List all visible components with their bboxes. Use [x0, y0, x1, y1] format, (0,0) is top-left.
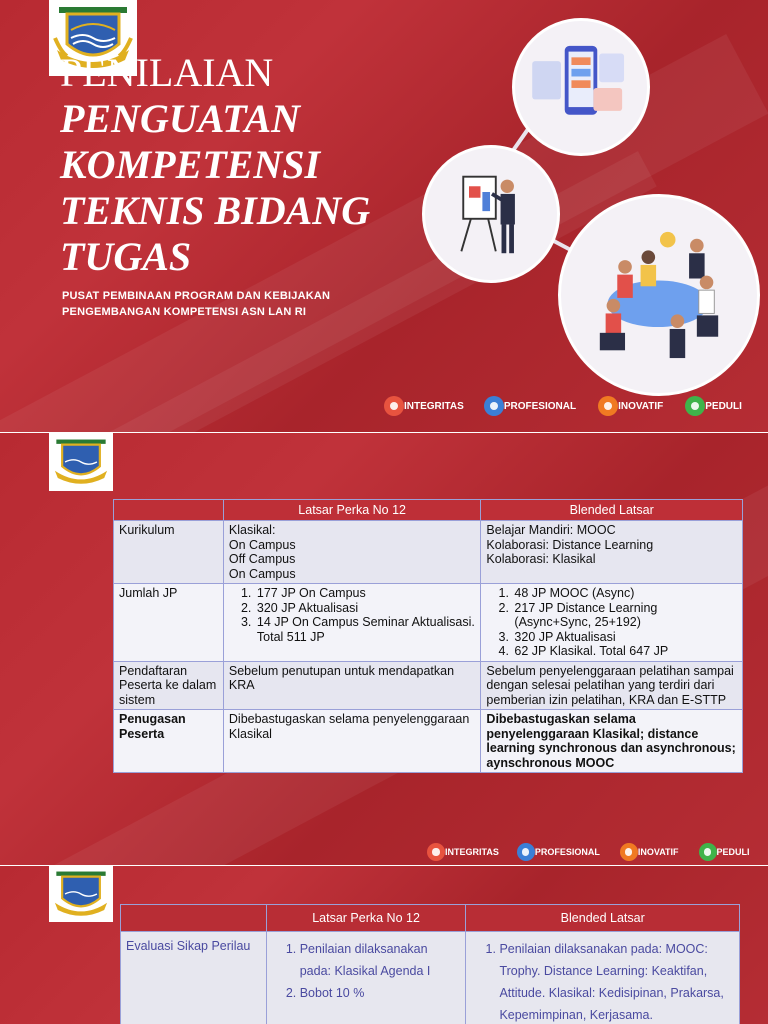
value-label: PEDULI [716, 847, 750, 857]
table-row [114, 710, 743, 773]
table-cell [481, 584, 743, 662]
header-cell: Blended Latsar [466, 905, 740, 932]
table-row [121, 932, 740, 1024]
profile-head-icon [517, 843, 535, 861]
cell-line: Off Campus [228, 552, 296, 566]
illustration-presenter-circle [422, 145, 560, 283]
table-cell: Sebelum penutupan untuk mendapatkan KRA [223, 661, 481, 710]
table-cell [481, 521, 743, 584]
table-cell [223, 584, 481, 662]
evaluation-table [120, 904, 740, 1024]
list-item: 1. Penilaian dilaksanakan pada: MOOC: Trophy. Distance Learning: Keaktifan, Attitude. Klasikal: Kedisipinan, Prakarsa, Kepemimpinan, Kerjasama. [499, 938, 734, 1024]
cell-line: On Campus [228, 537, 296, 552]
table-cell: Dibebastugaskan selama penyelenggaraan Klasikal; distance learning synchronous dan asynchronous; aynschronous MOOC [481, 710, 743, 773]
regency-logo [49, 433, 113, 491]
lightbulb-icon [620, 843, 638, 861]
slide-comparison-1 [0, 433, 768, 865]
value-label: PEDULI [705, 400, 742, 412]
handshake-icon [427, 843, 445, 861]
table-cell: Sebelum penyelenggaraan pelatihan sampai dengan selesai pelatihan yang terdiri dari pemberian izin pelatihan, KRA dan E-STTP [481, 661, 743, 710]
value-label: PROFESIONAL [503, 400, 577, 412]
title-line-3: KOMPETENSI [60, 142, 321, 187]
subtitle-line-2: PENGEMBANGAN KOMPETENSI ASN LAN RI [62, 306, 307, 318]
core-values-bar [384, 396, 742, 416]
row-label: Penugasan Peserta [114, 710, 224, 773]
profile-head-icon [484, 396, 504, 416]
table-row [114, 661, 743, 710]
row-label: Pendaftaran Peserta ke dalam sistem [114, 661, 224, 710]
row-label: Jumlah JP [114, 584, 224, 662]
list-item: 2. 217 JP Distance Learning (Async+Sync, 25+192) [512, 601, 737, 630]
cell-line: Belajar Mandiri: MOOC [486, 523, 616, 537]
title-line-1: PENILAIAN [60, 50, 274, 95]
title-line-4: TEKNIS BIDANG [60, 188, 371, 233]
value-label: PROFESIONAL [534, 847, 600, 857]
list-item: 1. 48 JP MOOC (Async) [512, 586, 737, 601]
subtitle-line-1: PUSAT PEMBINAAN PROGRAM DAN KEBIJAKAN [62, 290, 331, 302]
row-label: Evaluasi Sikap Perilau [121, 932, 267, 1024]
value-label: INTEGRITAS [404, 400, 464, 412]
table-cell: Dibebastugaskan selama penyelenggaraan Klasikal [223, 710, 481, 773]
table-row [114, 521, 743, 584]
cell-line: Kolaborasi: Distance Learning [486, 537, 654, 552]
table-row [114, 584, 743, 662]
table-cell [223, 521, 481, 584]
header-cell [121, 905, 267, 932]
heart-hand-icon [685, 396, 705, 416]
illustration-app-circle [512, 18, 650, 156]
value-label: INOVATIF [637, 847, 679, 857]
header-cell: Latsar Perka No 12 [266, 905, 466, 932]
list-item: 1. Penilaian dilaksanakan pada: Klasikal Agenda I [300, 938, 461, 982]
value-peduli [685, 396, 742, 416]
value-integritas [427, 843, 499, 861]
table-cell [466, 932, 740, 1024]
value-label: INOVATIF [618, 400, 664, 412]
list-item: 1. 177 JP On Campus [255, 586, 476, 601]
value-profesional [517, 843, 600, 861]
comparison-table [113, 499, 743, 773]
title-line-2: PENGUATAN [60, 96, 301, 141]
presenter-icon [425, 148, 557, 280]
regency-logo [49, 866, 113, 922]
list-item: 3. 14 JP On Campus Seminar Aktualisasi. Total 511 JP [255, 615, 476, 644]
cell-line: On Campus [228, 566, 296, 581]
row-label: Kurikulum [114, 521, 224, 584]
team-meeting-icon [561, 197, 757, 393]
header-cell [114, 500, 224, 521]
cover-subtitle [62, 288, 330, 320]
header-cell: Latsar Perka No 12 [223, 500, 481, 521]
slide-comparison-2 [0, 866, 768, 1024]
list-item: 2. 320 JP Aktualisasi [255, 601, 476, 616]
cell-line: Kolaborasi: Klasikal [486, 552, 596, 566]
table-cell [266, 932, 466, 1024]
value-inovatif [598, 396, 663, 416]
illustration-team-circle [558, 194, 760, 396]
heart-hand-icon [699, 843, 717, 861]
title-line-5: TUGAS [60, 234, 192, 279]
value-peduli [699, 843, 750, 861]
cell-line: Klasikal: [228, 523, 276, 537]
list-item: 3. 320 JP Aktualisasi [512, 630, 737, 645]
mobile-app-icon [515, 21, 647, 153]
value-profesional [484, 396, 576, 416]
value-inovatif [620, 843, 679, 861]
value-integritas [384, 396, 464, 416]
slide-cover [0, 0, 768, 432]
value-label: INTEGRITAS [445, 847, 499, 857]
table-header-row [121, 905, 740, 932]
table-header-row [114, 500, 743, 521]
list-item: 4. 62 JP Klasikal. Total 647 JP [512, 644, 737, 659]
handshake-icon [384, 396, 404, 416]
list-item: 2. Bobot 10 % [300, 982, 461, 1004]
header-cell: Blended Latsar [481, 500, 743, 521]
lightbulb-icon [598, 396, 618, 416]
core-values-bar [427, 843, 750, 861]
cover-title [60, 50, 420, 280]
